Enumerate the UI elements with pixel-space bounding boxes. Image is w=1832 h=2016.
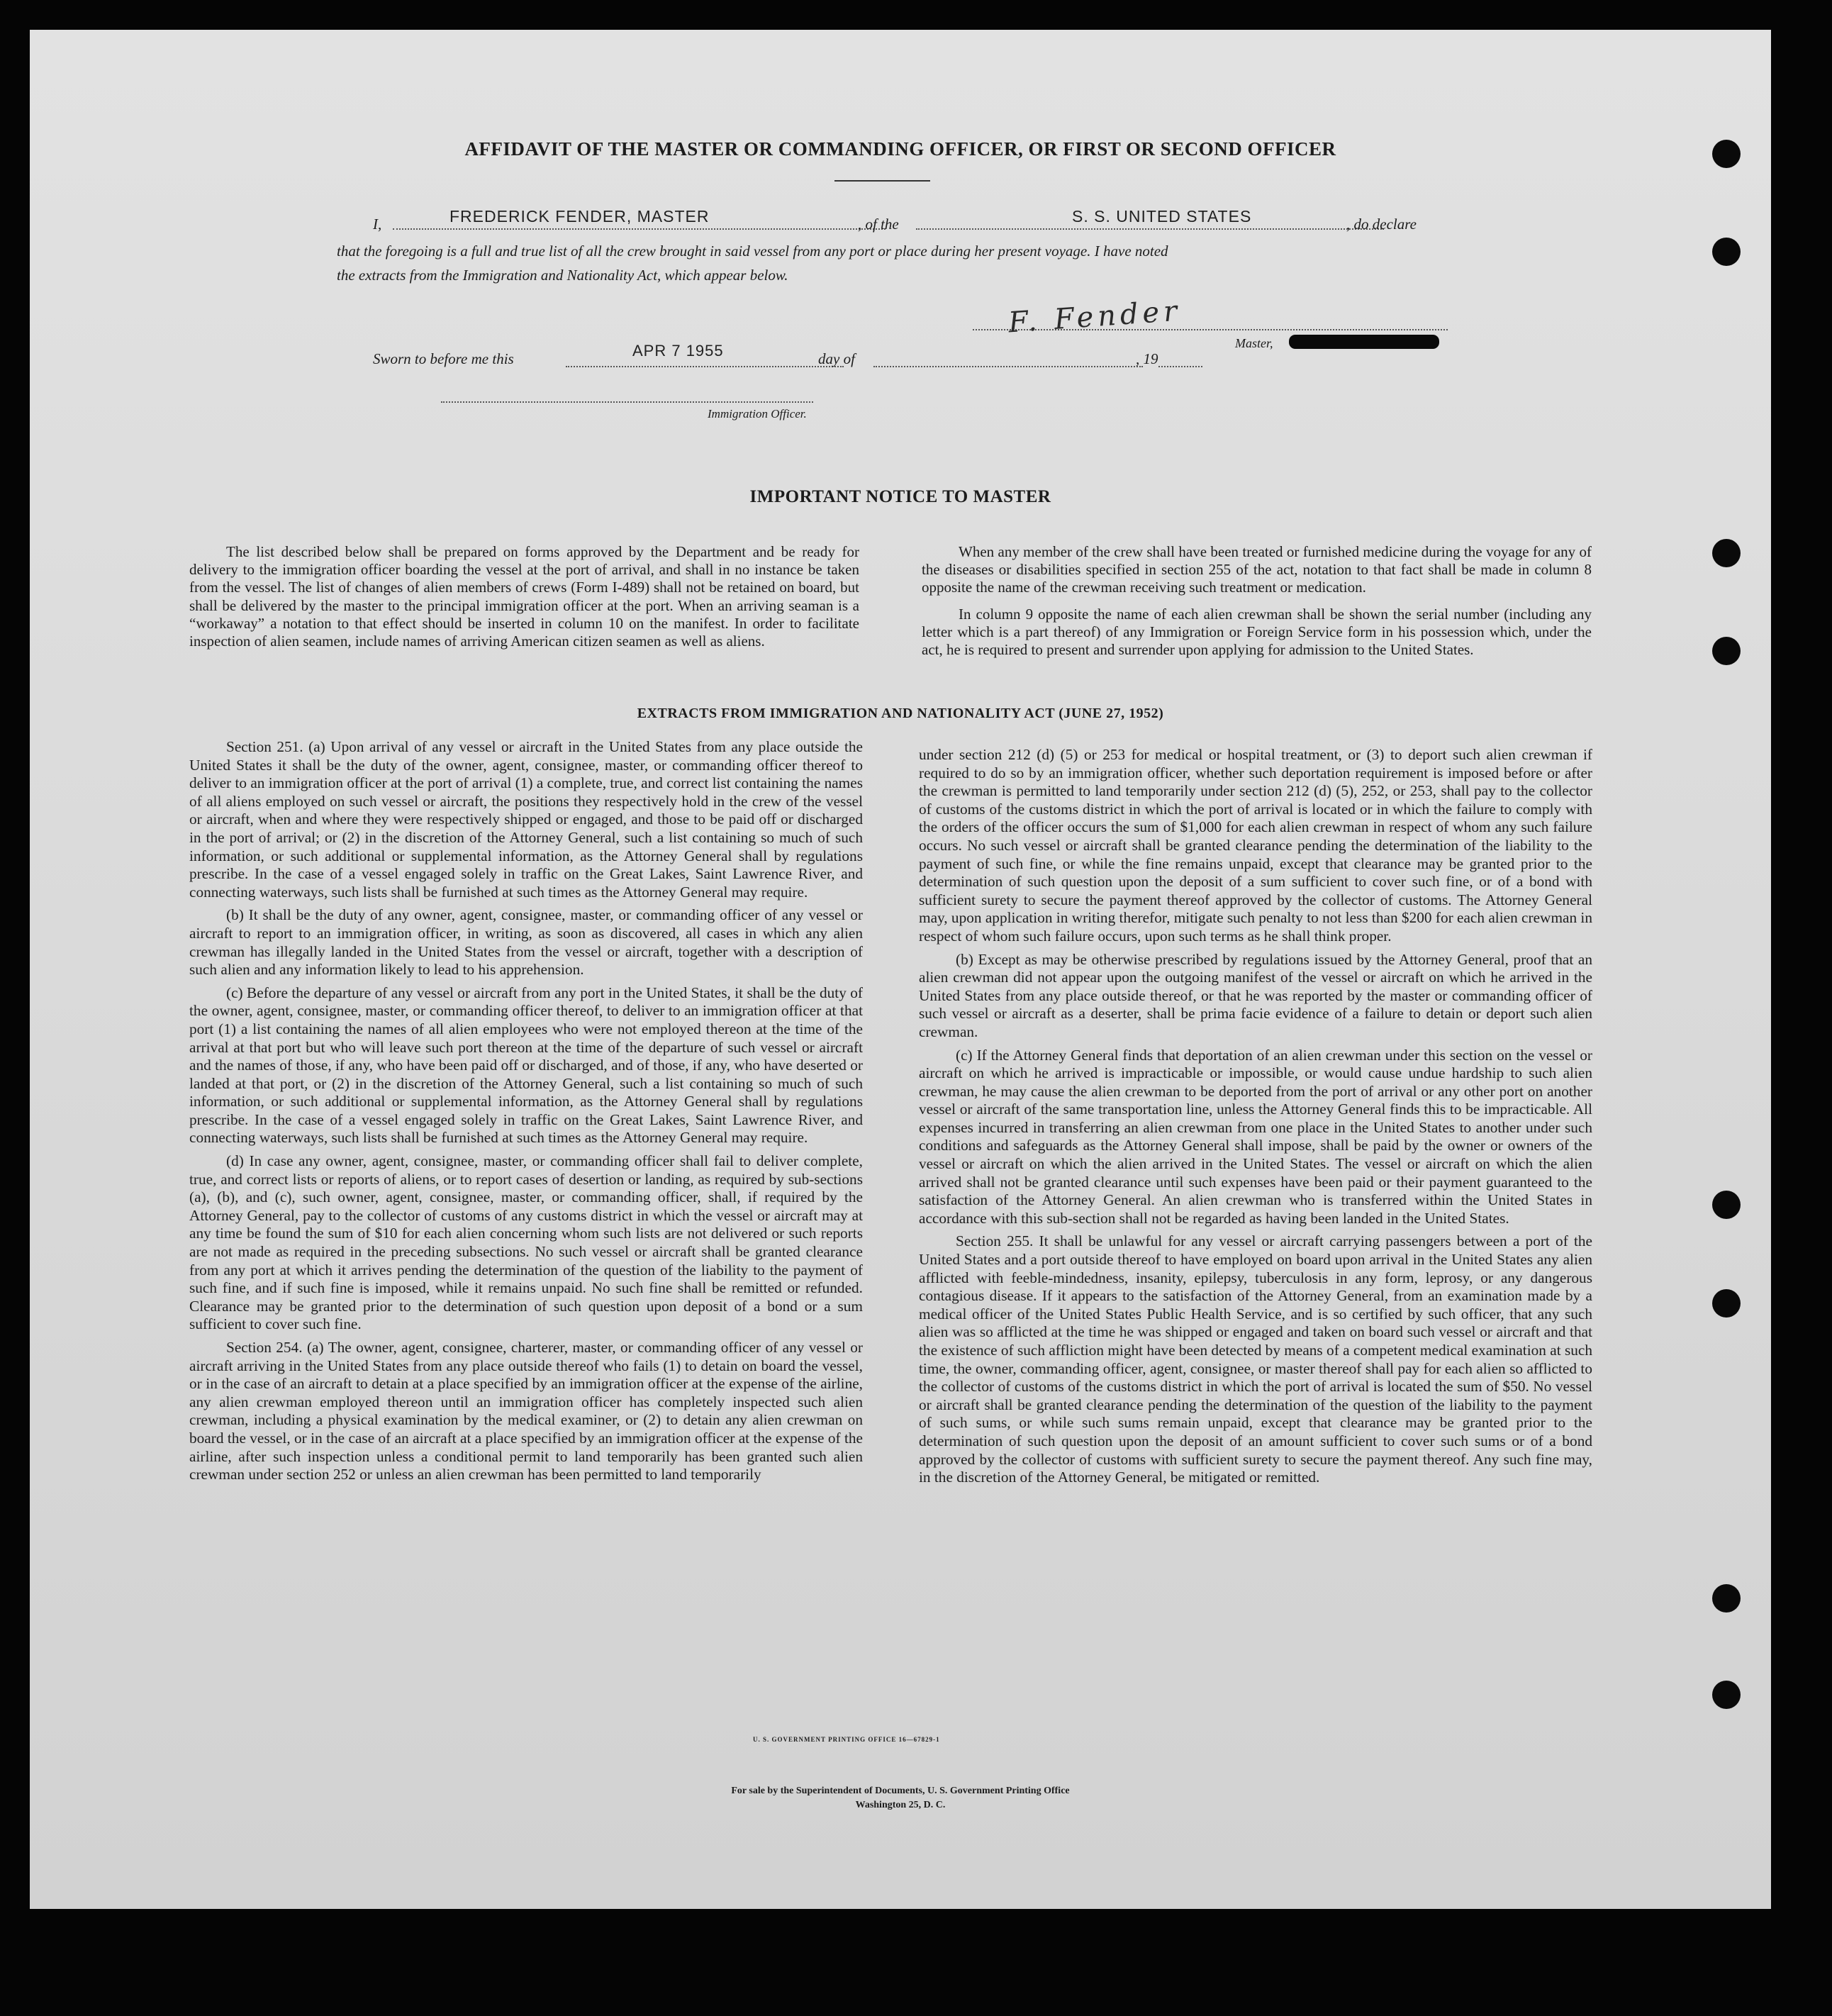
extracts-right-column [919, 746, 1592, 1492]
punch-hole [1712, 539, 1741, 567]
extracts-left-column [189, 738, 863, 1489]
sworn-date-line [566, 366, 844, 367]
master-name-value: FREDERICK FENDER, MASTER [449, 207, 710, 225]
punch-hole [1712, 1584, 1741, 1613]
notice-left-column [189, 543, 859, 659]
year-label: , 19 [1136, 350, 1158, 367]
redaction-mark [1289, 335, 1439, 349]
immigration-officer-label: Immigration Officer. [708, 407, 807, 421]
sworn-date-stamp: APR 7 1955 [632, 342, 724, 360]
sworn-label: Sworn to before me this [373, 350, 514, 367]
master-label: Master, [1235, 336, 1273, 350]
sale-notice-line2: Washington 25, D. C. [855, 1800, 946, 1810]
do-declare-label: , do declare [1346, 216, 1417, 233]
extract-paragraph: Section 255. It shall be unlawful for any vessel or aircraft carrying passengers between a port of the United States and a port outside thereof to have employed on board upon arrival in the United States any alien afflicted with feeble-mindedness, insanity, epilepsy, tuberculosis in any form, leprosy, or any dangerous contagious disease. If it appears to the satisfaction of the Attorney General, from an examination made by a medical officer of the United States Public Health Service, and is so certified by such officer, that any such alien was so afflicted at the time he was shipped or engaged and taken on board such vessel or aircraft and that the existence of such affliction might have been detected by means of a competent medical examination at such time, the owner, commanding officer, agent, consignee, or master thereof shall pay for each alien so afflicted to the collector of customs of the customs district in which the port of arrival is located the sum of $50. No vessel or aircraft shall be granted clearance pending the determination of the question of the liability to the payment of such sums, or while such sums remain unpaid, except that clearance may be granted prior to the determination of such question upon the deposit of an amount sufficient to cover such sums or of a bond approved by the collector of customs with sufficient surety to secure the payment thereof. Any such fine may, in the discretion of the Attorney General, be mitigated or remitted. [919, 1232, 1592, 1486]
extract-paragraph: (b) It shall be the duty of any owner, agent, consignee, master, or commanding officer of any vessel or aircraft to report to an immigration officer, in writing, as soon as discovered, all cases in which any alien crewman has illegally landed in the United States from the vessel or aircraft, together with a description of such alien and any information likely to lead to his apprehension. [189, 906, 863, 979]
month-line [873, 366, 1143, 367]
notice-title: IMPORTANT NOTICE TO MASTER [749, 487, 1051, 506]
printing-office-note: U. S. GOVERNMENT PRINTING OFFICE 16—67829-1 [753, 1736, 940, 1743]
extracts-title: EXTRACTS FROM IMMIGRATION AND NATIONALITY ACT (JUNE 27, 1952) [637, 706, 1164, 721]
affidavit-i-label: I, [373, 216, 382, 233]
extract-paragraph: (c) If the Attorney General finds that deportation of an alien crewman under this section on the vessel or aircraft on which he arrived is impracticable or impossible, or would cause undue hardship to such alien crewman, he may cause the alien crewman to be deported from the port of arrival or any other port on another vessel or aircraft of the same transportation line, unless the Attorney General finds this to be impracticable. All expenses incurred in transferring an alien crewman from one place in the United States to another under such conditions and safeguards as the Attorney General shall impose, shall be paid by the owner or owners of the vessel or aircraft on which the alien arrived in the United States. The vessel or aircraft on which the alien arrived shall not be granted clearance until such expenses have been paid or their payment guaranteed to the satisfaction of the Attorney General. An alien crewman who is transferred within the United States in accordance with this sub-section shall not be regarded as having been landed in the United States. [919, 1046, 1592, 1227]
master-signature: F. Fender [1007, 294, 1183, 340]
affidavit-statement-line1: that the foregoing is a full and true list of all the crew brought in said vessel from any port or place during her present voyage. I have noted [337, 243, 1168, 260]
form-page [30, 30, 1771, 1909]
extract-paragraph: (c) Before the departure of any vessel or aircraft from any port in the United States, it shall be the duty of the owner, agent, consignee, master, or commanding officer thereof, to deliver to an immigration officer at that port (1) a list containing the names of all alien employees who were not employed thereon at the time of the arrival at that port but who will leave such port thereon at the time of the departure of such vessel or aircraft and the names of those, if any, who have been paid off or discharged, and of those, if any, who have deserted or landed at that port, or (2) in the discretion of the Attorney General, such a list containing so much of such information, or such additional or supplemental information, as the Attorney General shall by regulations prescribe. In the case of a vessel engaged solely in traffic on the Great Lakes, Saint Lawrence River, and connecting waterways, such lists shall be furnished at such times as the Attorney General may require. [189, 984, 863, 1147]
officer-signature-line [441, 401, 813, 403]
punch-hole [1712, 637, 1741, 665]
of-the-label: , of the [858, 216, 899, 233]
affidavit-title: AFFIDAVIT OF THE MASTER OR COMMANDING OFFICER, OR FIRST OR SECOND OFFICER [464, 138, 1336, 160]
extract-paragraph: Section 251. (a) Upon arrival of any vessel or aircraft in the United States from any place outside the United States it shall be the duty of the owner, agent, consignee, master, or commanding officer thereof to deliver to an immigration officer at the port of arrival (1) a complete, true, and correct list containing the names of all aliens employed on such vessel or aircraft, the positions they respectively hold in the crew of the vessel or aircraft, when and where they were respectively shipped or engaged, and those to be paid off or discharged in the port of arrival; or (2) in the discretion of the Attorney General, such a list containing so much of such information, or such additional or supplemental information, as the Attorney General shall by regulations prescribe. In the case of a vessel engaged solely in traffic on the Great Lakes, Saint Lawrence River, and connecting waterways, such lists shall be furnished at such times as the Attorney General may require. [189, 738, 863, 901]
day-of-label: day of [818, 350, 855, 367]
year-line [1158, 366, 1202, 367]
vessel-line [916, 228, 1384, 230]
name-line [393, 228, 886, 230]
extract-paragraph: Section 254. (a) The owner, agent, consignee, charterer, master, or commanding officer of any vessel or aircraft arriving in the United States from any place outside thereof who fails (1) to detain on board the vessel, or in the case of an aircraft to detain at a place specified by an immigration officer at the expense of the airline, any alien crewman employed thereon until an immigration officer has completely inspected such alien crewman, including a physical examination by the medical examiner, or (2) to detain any alien crewman on board the vessel, or in the case of an aircraft at a place specified by an immigration officer at the expense of the airline, after such inspection unless a conditional permit to land temporarily has been granted such alien crewman under section 252 or unless an alien crewman has been permitted to land temporarily [189, 1339, 863, 1483]
sale-notice-line1: For sale by the Superintendent of Documents, U. S. Government Printing Office [731, 1786, 1070, 1796]
title-underline [834, 180, 930, 182]
affidavit-statement-line2: the extracts from the Immigration and Nationality Act, which appear below. [337, 267, 788, 284]
notice-right-paragraph-1: When any member of the crew shall have been treated or furnished medicine during the voyage for any of the diseases or disabilities specified in section 255 of the act, notation to that fact shall be made in column 8 opposite the name of the crewman receiving such treatment or medication. [922, 543, 1592, 596]
notice-right-column [922, 543, 1592, 667]
extract-paragraph: (b) Except as may be otherwise prescribed by regulations issued by the Attorney General, proof that an alien crewman did not appear upon the outgoing manifest of the vessel or aircraft on which he arrived in the United States from any place outside thereof, or that he was reported by the master or commanding officer of such vessel or aircraft as a deserter, shall be prima facie evidence of a failure to detain or deport such alien crewman. [919, 950, 1592, 1040]
punch-hole [1712, 238, 1741, 266]
punch-hole [1712, 1191, 1741, 1219]
notice-left-paragraph: The list described below shall be prepared on forms approved by the Department and be ready for delivery to the immigration officer boarding the vessel at the port of arrival, and shall in no instance be taken from the vessel. The list of changes of alien members of crews (Form I-489) shall not be retained on board, but shall be delivered by the master to the principal immigration officer at the port. When an arriving seaman is a “workaway” a notation to that effect should be inserted in column 10 on the manifest. In order to facilitate inspection of alien seamen, include names of arriving American citizen seamen as well as aliens. [189, 543, 859, 650]
vessel-name-value: S. S. UNITED STATES [1072, 207, 1252, 225]
notice-right-paragraph-2: In column 9 opposite the name of each alien crewman shall be shown the serial number (including any letter which is a part thereof) of any Immigration or Foreign Service form in his possession which, under the act, he is required to present and surrender upon applying for admission to the United States. [922, 605, 1592, 659]
extract-paragraph: (d) In case any owner, agent, consignee, master, or commanding officer shall fail to deliver complete, true, and correct lists or reports of aliens, or to report cases of desertion or landing, as required by sub-sections (a), (b), and (c), such owner, agent, consignee, master, or commanding officer, shall, if required by the Attorney General, pay to the collector of customs of any customs district in which the vessel or aircraft may at any time be found the sum of $10 for each alien concerning whom such lists are not delivered or such reports are not made as required in the preceding subsections. No such vessel or aircraft shall be granted clearance from any port at which it arrives pending the determination of the question of the liability to the payment of such fine, and if such fine is imposed, while it remains unpaid. No such fine shall be remitted or refunded. Clearance may be granted prior to the determination of such question upon deposit of a bond or a sum sufficient to cover such fine. [189, 1152, 863, 1333]
punch-hole [1712, 1289, 1741, 1318]
extract-paragraph: under section 212 (d) (5) or 253 for medical or hospital treatment, or (3) to deport such alien crewman if required to do so by an immigration officer, whether such deportation requirement is imposed before or after the crewman is permitted to land temporarily under section 212 (d) (5), 252, or 253, shall pay to the collector of customs of the customs district in which the port of arrival is located or in which the failure to comply with the orders of the officer occurs the sum of $1,000 for each alien crewman in respect of whom any such failure occurs. No such vessel or aircraft shall be granted clearance pending the determination of the liability to the payment of such fine, or while the fine remains unpaid, except that clearance may be granted prior to the determination of such question upon the deposit of a sum sufficient to cover such fine, or of a bond with sufficient surety to secure the payment thereof approved by the collector of customs. The Attorney General may, upon application in writing therefor, mitigate such penalty to not less than $200 for each alien crewman in respect of whom such failure occurs, upon such terms as he shall think proper. [919, 746, 1592, 945]
punch-hole [1712, 1681, 1741, 1709]
